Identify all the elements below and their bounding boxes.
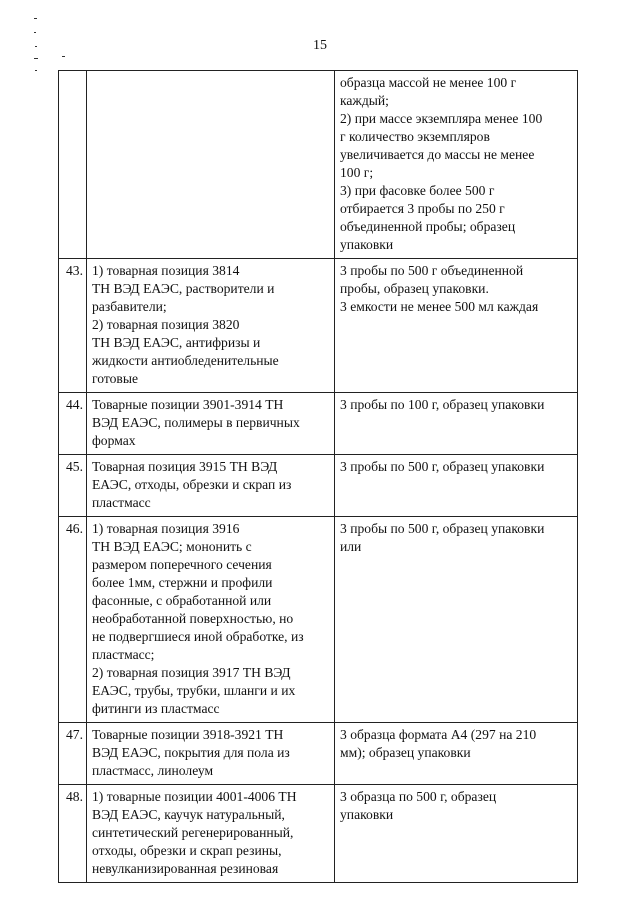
sample-requirement-cell: [335, 723, 578, 785]
sample-requirement-line: пробы, образец упаковки.: [340, 281, 489, 296]
table-row: [59, 785, 578, 883]
commodity-description-line: синтетический регенерированный,: [92, 825, 294, 840]
commodity-description-cell: [87, 71, 335, 259]
commodity-description-line: ЕАЭС, отходы, обрезки и скрап из: [92, 477, 292, 492]
commodity-description-line: фасонные, с обработанной или: [92, 593, 272, 608]
sample-requirement-line: 3 емкости не менее 500 мл каждая: [340, 299, 539, 314]
row-number: 45.: [59, 455, 87, 517]
sample-requirement-line: 3 пробы по 500 г объединенной: [340, 263, 524, 278]
sample-requirement-line: упаковки: [340, 237, 394, 252]
commodity-description-line: ВЭД ЕАЭС, полимеры в первичных: [92, 415, 300, 430]
commodity-description-line: разбавители;: [92, 299, 167, 314]
sample-requirement-line: 3 образца по 500 г, образец: [340, 789, 497, 804]
commodity-description-line: Товарная позиция 3915 ТН ВЭД: [92, 459, 278, 474]
row-number: 48.: [59, 785, 87, 883]
sample-requirement-cell: [335, 455, 578, 517]
sample-requirement-line: отбирается 3 пробы по 250 г: [340, 201, 505, 216]
sample-requirement-line: каждый;: [340, 93, 389, 108]
commodity-description-line: 2) товарная позиция 3917 ТН ВЭД: [92, 665, 291, 680]
row-number: 44.: [59, 393, 87, 455]
sample-requirement-cell: [335, 393, 578, 455]
commodity-description-line: Товарные позиции 3901-3914 ТН: [92, 397, 284, 412]
commodity-description-line: готовые: [92, 371, 138, 386]
sample-requirement-line: 3 пробы по 500 г, образец упаковки: [340, 459, 545, 474]
commodity-description-line: пластмасс, линолеум: [92, 763, 214, 778]
row-number: 43.: [59, 259, 87, 393]
commodity-description-line: ТН ВЭД ЕАЭС, антифризы и: [92, 335, 261, 350]
sample-requirement-line: 3 пробы по 500 г, образец упаковки: [340, 521, 545, 536]
commodity-description-line: жидкости антиобледенительные: [92, 353, 279, 368]
commodity-description-line: Товарные позиции 3918-3921 ТН: [92, 727, 284, 742]
sample-requirement-cell: [335, 785, 578, 883]
commodity-description-cell: [87, 723, 335, 785]
table-row: [59, 259, 578, 393]
sample-requirement-cell: [335, 259, 578, 393]
commodity-description-line: более 1мм, стержни и профили: [92, 575, 273, 590]
commodity-description-line: невулканизированная резиновая: [92, 861, 279, 876]
page-number: 15: [313, 38, 327, 53]
table-row: [59, 455, 578, 517]
commodity-description-line: фитинги из пластмасс: [92, 701, 220, 716]
table-row: [59, 393, 578, 455]
sample-requirement-line: 3) при фасовке более 500 г: [340, 183, 495, 198]
row-number: [59, 71, 87, 259]
sample-requirement-line: увеличивается до массы не менее: [340, 147, 535, 162]
sample-requirement-line: объединенной пробы; образец: [340, 219, 516, 234]
sample-requirement-line: мм); образец упаковки: [340, 745, 471, 760]
sample-requirement-line: упаковки: [340, 807, 394, 822]
commodity-description-line: 1) товарная позиция 3814: [92, 263, 240, 278]
commodity-description-cell: [87, 455, 335, 517]
commodity-description-line: ВЭД ЕАЭС, каучук натуральный,: [92, 807, 285, 822]
commodity-description-line: ТН ВЭД ЕАЭС; мононить с: [92, 539, 252, 554]
commodity-description-cell: [87, 517, 335, 723]
sample-requirement-line: или: [340, 539, 362, 554]
sample-requirement-line: г количество экземпляров: [340, 129, 490, 144]
commodity-description-line: пластмасс: [92, 495, 151, 510]
sample-requirement-line: 3 образца формата А4 (297 на 210: [340, 727, 537, 742]
table-body: [59, 71, 578, 883]
commodity-description-line: размером поперечного сечения: [92, 557, 272, 572]
commodity-description-cell: [87, 785, 335, 883]
sample-requirement-line: 100 г;: [340, 165, 374, 180]
sample-requirement-line: образца массой не менее 100 г: [340, 75, 517, 90]
row-number: 46.: [59, 517, 87, 723]
commodity-description-line: ЕАЭС, трубы, трубки, шланги и их: [92, 683, 296, 698]
table-row: [59, 71, 578, 259]
commodity-description-line: пластмасс;: [92, 647, 155, 662]
commodity-description-line: необработанной поверхностью, но: [92, 611, 294, 626]
row-number: 47.: [59, 723, 87, 785]
commodity-description-line: ТН ВЭД ЕАЭС, растворители и: [92, 281, 275, 296]
sample-requirement-line: 3 пробы по 100 г, образец упаковки: [340, 397, 545, 412]
commodity-description-line: формах: [92, 433, 136, 448]
commodity-description-line: ВЭД ЕАЭС, покрытия для пола из: [92, 745, 290, 760]
table-row: [59, 723, 578, 785]
commodity-description-line: отходы, обрезки и скрап резины,: [92, 843, 282, 858]
table-row: [59, 517, 578, 723]
commodity-description-line: 2) товарная позиция 3820: [92, 317, 240, 332]
commodity-description-cell: [87, 393, 335, 455]
sample-requirement-cell: [335, 517, 578, 723]
commodity-description-line: не подвергшиеся иной обработке, из: [92, 629, 304, 644]
commodity-description-line: 1) товарная позиция 3916: [92, 521, 240, 536]
commodity-description-cell: [87, 259, 335, 393]
commodity-description-line: 1) товарные позиции 4001-4006 ТН: [92, 789, 297, 804]
requirements-table: [58, 70, 578, 883]
sample-requirement-cell: [335, 71, 578, 259]
sample-requirement-line: 2) при массе экземпляра менее 100: [340, 111, 543, 126]
